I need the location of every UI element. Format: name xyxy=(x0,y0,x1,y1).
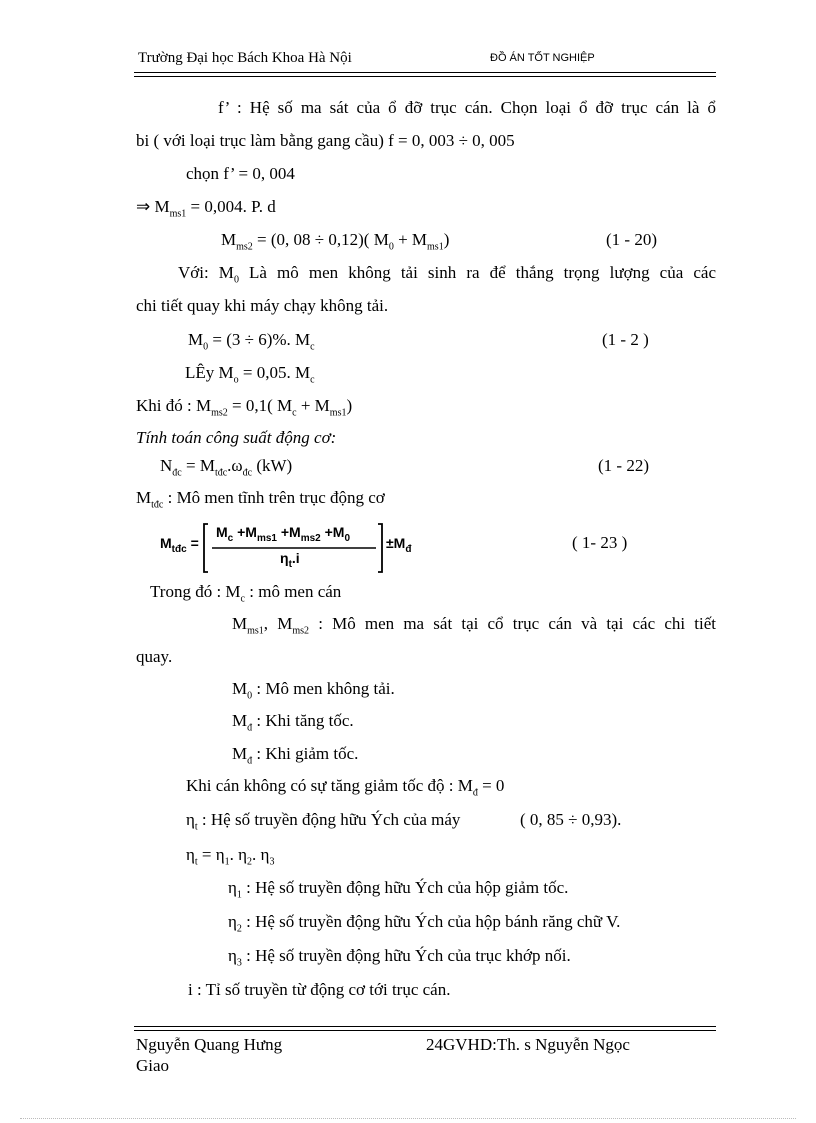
paragraph-line: $\eta_2$ : Hệ số truyền động hữu Ých của hộp bánh răng chữ V. xyxy=(228,912,621,935)
header-rule-bottom xyxy=(134,76,716,77)
paragraph-line: $M_{tđc}$ : Mô men tĩnh trên trục động cơ xyxy=(136,488,385,511)
footer-author: Nguyễn Quang Hưng xyxy=(136,1035,283,1054)
paragraph-line: chi tiết quay khi máy chạy không tải. xyxy=(136,296,389,315)
equation-mms2: $M_{ms2} = (0$, 08 ÷ 0,12)( $M_0 + M_{ms1}$) xyxy=(221,230,450,253)
paragraph-line: bi ( với loại trục làm bằng gang cầu) f = 0, 003 ÷ 0, 005 xyxy=(136,131,515,150)
paragraph-line: $M_đ$ : Khi tăng tốc. xyxy=(232,711,354,734)
footer-rule-bottom xyxy=(134,1030,716,1031)
paragraph-line: Với: $M_0$ Là mô men không tải sinh ra để thắng trọng lượng của các xyxy=(178,263,716,286)
footer-rule-top xyxy=(134,1026,716,1027)
paragraph-line: $M_{ms1}$, $M_{ms2}$ : Mô men ma sát tại cổ trục cán và tại các chi tiết xyxy=(232,614,716,637)
equation-number: (1 - 22) xyxy=(598,456,649,475)
equation-number: (1 - 20) xyxy=(606,230,657,249)
formula-pm: $\pm M_đ$ xyxy=(386,535,412,555)
equation-lay: LÊy $M_o = 0,05$. $M_c$ xyxy=(185,363,315,386)
page-edge-divider xyxy=(20,1118,796,1119)
equation-mms1: ⇒ $M_{ms1} = 0,004$. P. d xyxy=(136,197,276,220)
equation-eta: $\eta_t = \eta_1$. $\eta_2$. $\eta_3$ xyxy=(186,845,275,868)
paragraph-line: chọn f’ = 0, 004 xyxy=(186,164,295,183)
paragraph-line: quay. xyxy=(136,647,173,666)
paragraph-line: $M_0$ : Mô men không tải. xyxy=(232,679,395,702)
paragraph-line: f’ : Hệ số ma sát của ổ đỡ trục cán. Chọn loại ổ đỡ trục cán là ổ xyxy=(218,98,716,117)
footer-advisor-continued: Giao xyxy=(136,1056,170,1075)
paragraph-line: Khi cán không có sự tăng giảm tốc độ : $M_đ = 0$ xyxy=(186,776,505,799)
formula-numerator: $M_c +M_{ms1} +M_{ms2} +M_0$ xyxy=(216,524,351,544)
equation-number: (1 - 2 ) xyxy=(602,330,649,349)
paragraph-line: $M_đ$ : Khi giảm tốc. xyxy=(232,744,359,767)
paragraph-line: i : Tỉ số truyền từ động cơ tới trục cán. xyxy=(188,980,451,999)
equation-ndc: $N_{đc} = M_{tđc}.\omega_{đc}$ (kW) xyxy=(160,456,293,479)
header-title: ĐỒ ÁN TỐT NGHIỆP xyxy=(490,52,595,64)
paragraph-line: ( 0, 85 ÷ 0,93). xyxy=(520,810,622,829)
equation-khido: Khi đó : $M_{ms2} = 0,1$( $M_c + M_{ms1}$) xyxy=(136,396,353,419)
section-heading: Tính toán công suất động cơ: xyxy=(136,428,337,447)
equation-m0: $M_0 = (3 \div 6)\%$. $M_c$ xyxy=(188,330,315,353)
formula-lhs: $M_{tđc}$ = xyxy=(160,535,199,555)
formula-denominator: $\eta_t.i$ xyxy=(280,550,300,570)
paragraph-line: $\eta_t$ : Hệ số truyền động hữu Ých của máy xyxy=(186,810,461,833)
equation-number: ( 1- 23 ) xyxy=(572,533,628,552)
paragraph-line: $\eta_1$ : Hệ số truyền động hữu Ých của hộp giảm tốc. xyxy=(228,878,569,901)
header-school: Trường Đại học Bách Khoa Hà Nội xyxy=(138,50,352,66)
paragraph-line: Trong đó : $M_c$ : mô men cán xyxy=(150,582,342,605)
footer-page-advisor: 24GVHD:Th. s Nguyễn Ngọc xyxy=(426,1035,630,1054)
paragraph-line: $\eta_3$ : Hệ số truyền động hữu Ých của trục khớp nối. xyxy=(228,946,571,969)
header-rule-top xyxy=(134,72,716,73)
